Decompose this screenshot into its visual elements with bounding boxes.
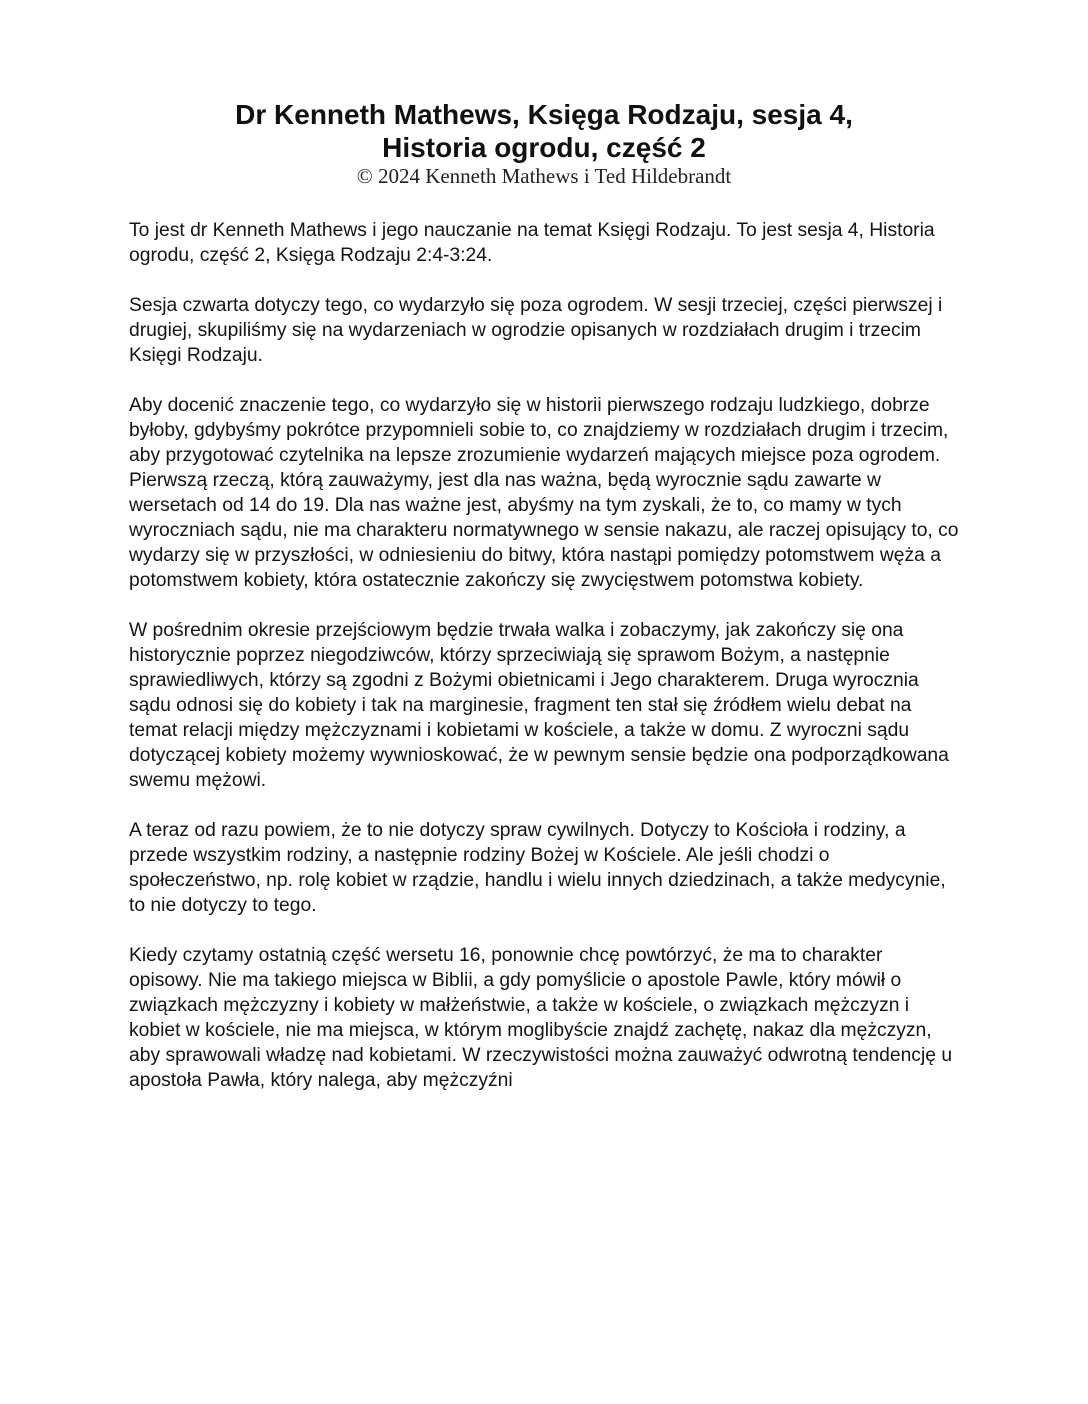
document-body (129, 218, 959, 1118)
copyright-notice: © 2024 Kenneth Mathews i Ted Hildebrandt (356, 164, 732, 188)
paragraph-6: Kiedy czytamy ostatnią część wersetu 16, ponownie chcę powtórzyć, że ma to charakter opisowy. Nie ma takiego miejsca w Biblii, a gdy pomyślicie o apostole Pawle, który mówił o związkach mężczyzny i kobiety w małżeństwie, a także w kościele, o związkach mężczyzn i kobiet w kościele, nie ma miejsca, w którym moglibyście znajdź zachętę, nakaz dla mężczyzn, aby sprawowali władzę nad kobietami. W rzeczywistości można zauważyć odwrotną tendencję u apostoła Pawła, który nalega, aby mężczyźni (129, 945, 953, 1091)
paragraph-1: To jest dr Kenneth Mathews i jego nauczanie na temat Księgi Rodzaju. To jest sesja 4, Historia ogrodu, część 2, Księga Rodzaju 2:4-3:24. (129, 220, 935, 266)
paragraph-4: W pośrednim okresie przejściowym będzie trwała walka i zobaczymy, jak zakończy się ona historycznie poprzez niegodziwców, którzy sprzeciwiają się sprawom Bożym, a następnie sprawiedliwych, którzy są zgodni z Bożymi obietnicami i Jego charakterem. Druga wyrocznia sądu odnosi się do kobiety i tak na marginesie, fragment ten stał się źródłem wielu debat na temat relacji między mężczyznami i kobietami w kościele, a także w domu. Z wyroczni sądu dotyczącej kobiety możemy wywnioskować, że w pewnym sensie będzie ona podporządkowana swemu mężowi. (129, 620, 949, 791)
document-title-line-1: Dr Kenneth Mathews, Księga Rodzaju, sesja 4, (235, 99, 853, 130)
paragraph-5: A teraz od razu powiem, że to nie dotyczy spraw cywilnych. Dotyczy to Kościoła i rodziny, a przede wszystkim rodziny, a następnie rodziny Bożej w Kościele. Ale jeśli chodzi o społeczeństwo, np. rolę kobiet w rządzie, handlu i wielu innych dziedzinach, a także medycynie, to nie dotyczy to tego. (129, 820, 946, 916)
paragraph-3: Aby docenić znaczenie tego, co wydarzyło się w historii pierwszego rodzaju ludzkiego, dobrze byłoby, gdybyśmy pokrótce przypomnieli sobie to, co znajdziemy w rozdziałach drugim i trzecim, aby przygotować czytelnika na lepsze zrozumienie wydarzeń mających miejsce poza ogrodem. Pierwszą rzeczą, którą zauważymy, jest dla nas ważna, będą wyrocznie sądu zawarte w wersetach od 14 do 19. Dla nas ważne jest, abyśmy na tym zyskali, że to, co mamy w tych wyroczniach sądu, nie ma charakteru normatywnego w sensie nakazu, ale raczej opisujący to, co wydarzy się w przyszłości, w odniesieniu do bitwy, która nastąpi pomiędzy potomstwem węża a potomstwem kobiety, która ostatecznie zakończy się zwycięstwem potomstwa kobiety. (129, 395, 959, 591)
paragraph-2: Sesja czwarta dotyczy tego, co wydarzyło się poza ogrodem. W sesji trzeciej, części pierwszej i drugiej, skupiliśmy się na wydarzeniach w ogrodzie opisanych w rozdziałach drugim i trzecim Księgi Rodzaju. (129, 295, 943, 366)
title-block (0, 98, 1088, 188)
document-title-line-2: Historia ogrodu, część 2 (382, 132, 706, 163)
